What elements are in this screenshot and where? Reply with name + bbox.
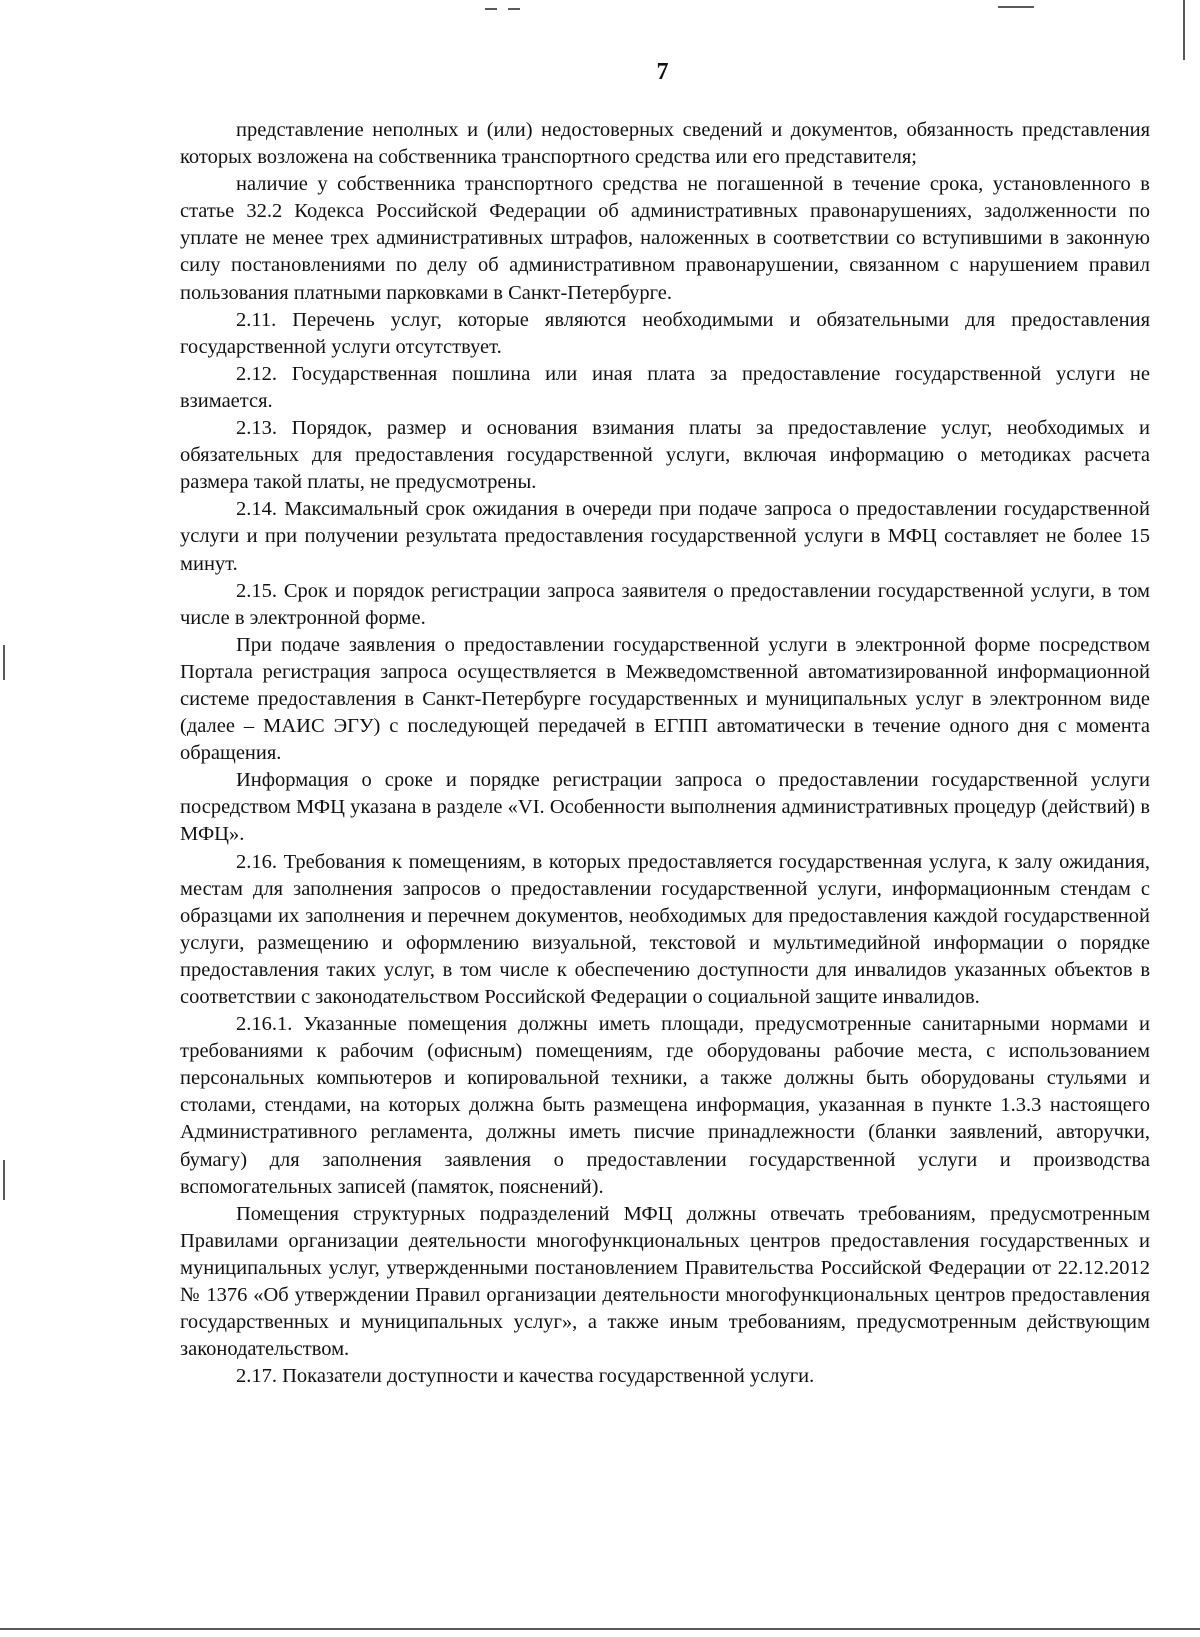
paragraph: 2.14. Максимальный срок ожидания в очереди при подаче запроса о предоставлении государственной услуги и при получении результата предоставления государственной услуги в МФЦ составляет не более 15 минут. [180,498,1150,575]
document-body [180,117,1150,1390]
scan-edge-top [485,8,497,10]
paragraph: 2.16. Требования к помещениям, в которых предоставляется государственная услуга, к залу ожидания, местам для заполнения запросов о предоставлении государственной услуги, информационным стендам с образцами их заполнения и перечнем документов, необходимых для предоставления каждой государственной услуги, размещению и оформлению визуальной, текстовой и мультимедийной информации о порядке предоставления таких услуг, в том числе к обеспечению доступности для инвалидов указанных объектов в соответствии с законодательством Российской Федерации о социальной защите инвалидов. [180,850,1150,1008]
paragraph: наличие у собственника транспортного средства не погашенной в течение срока, установленного в статье 32.2 Кодекса Российской Федерации об административных правонарушениях, задолженности по уплате не менее трех административных штрафов, наложенных в соответствии со вступившими в законную силу постановлениями по делу об административном правонарушении, связанном с нарушением правил пользования платными парковками в Санкт-Петербурге. [180,173,1150,304]
paragraph: 2.13. Порядок, размер и основания взимания платы за предоставление услуг, необходимых и обязательных для предоставления государственной услуги, включая информацию о методиках расчета размера такой платы, не предусмотрены. [180,417,1150,494]
paragraph: При подаче заявления о предоставлении государственной услуги в электронной форме посредством Портала регистрация запроса осуществляется в Межведомственной автоматизированной информационной системе предоставления в Санкт-Петербурге государственных и муниципальных услуг в электронном виде (далее – МАИС ЭГУ) с последующей передачей в ЕГПП автоматически в течение одного дня с момента обращения. [180,633,1150,765]
scan-edge-top [998,6,1034,8]
page-number: 7 [656,59,669,85]
scan-edge-right [1183,0,1185,60]
paragraph: Помещения структурных подразделений МФЦ должны отвечать требованиям, предусмотренным Правилами организации деятельности многофункциональных центров предоставления государственных и муниципальных услуг, утвержденными постановлением Правительства Российской Федерации от 22.12.2012 № 1376 «Об утверждении Правил организации деятельности многофункциональных центров предоставления государственных и муниципальных услуг», а также иным требованиям, предусмотренным действующим законодательством. [180,1202,1150,1361]
paragraph: 2.12. Государственная пошлина или иная плата за предоставление государственной услуги не взимается. [180,362,1150,412]
paragraph: 2.11. Перечень услуг, которые являются необходимыми и обязательными для предоставления государственной услуги отсутствует. [180,308,1150,358]
paragraph: 2.17. Показатели доступности и качества государственной услуги. [236,1365,815,1388]
paragraph: представление неполных и (или) недостоверных сведений и документов, обязанность представления которых возложена на собственника транспортного средства или его представителя; [180,119,1150,169]
scan-edge-top [508,8,520,10]
paragraph: Информация о сроке и порядке регистрации запроса о предоставлении государственной услуги посредством МФЦ указана в разделе «VI. Особенности выполнения административных процедур (действий) в МФЦ». [180,769,1150,846]
scan-edge-bottom [0,1628,1200,1630]
paragraph: 2.15. Срок и порядок регистрации запроса заявителя о предоставлении государственной услуги, в том числе в электронной форме. [180,579,1150,629]
paragraph: 2.16.1. Указанные помещения должны иметь площади, предусмотренные санитарными нормами и требованиями к рабочим (офисным) помещениям, где оборудованы рабочие места, с использованием персональных компьютеров и копировальной техники, а также должны быть оборудованы стульями и столами, стендами, на которых должна быть размещена информация, указанная в пункте 1.3.3 настоящего Административного регламента, должны иметь писчие принадлежности (бланки заявлений, авторучки, бумагу) для заполнения заявления о предоставлении государственной услуги и производства вспомогательных записей (памяток, пояснений). [180,1013,1150,1198]
scan-edge-left [3,1160,5,1200]
scan-edge-left [3,645,5,680]
